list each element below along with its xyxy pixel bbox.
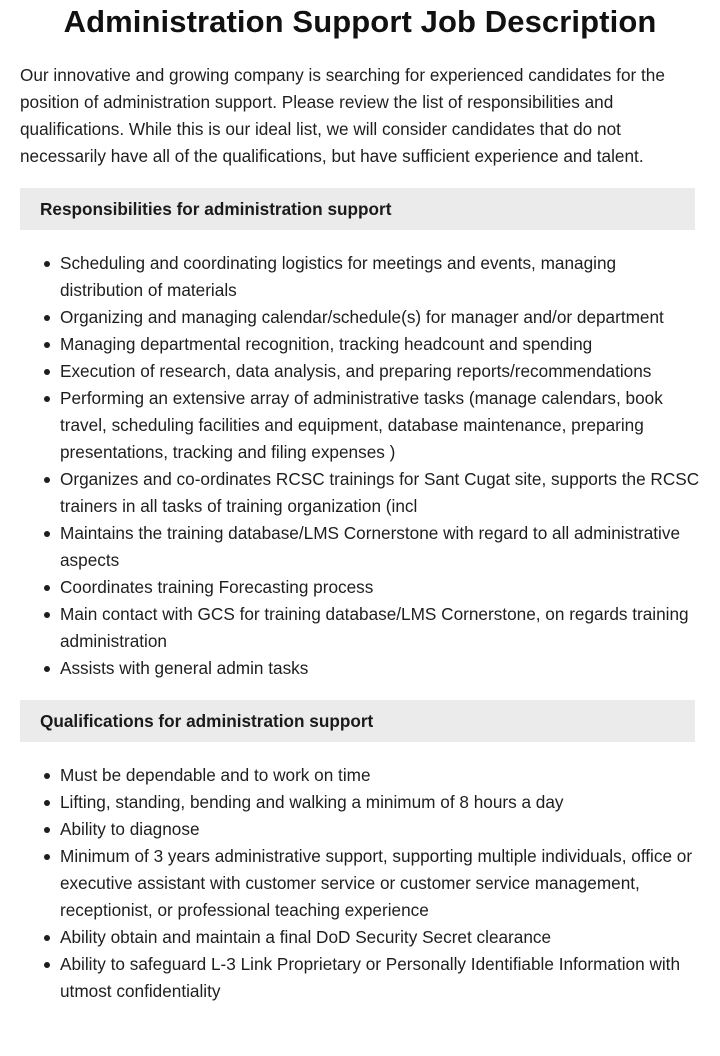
intro-paragraph: Our innovative and growing company is searching for experienced candidates for the position of administration support. Please review the list of responsibilities and qualifications. While this is our ideal list, we will consider candidates that do not necessarily have all of the qualifications, but have sufficient experience and talent. — [20, 65, 665, 166]
page-title: Administration Support Job Description — [63, 4, 657, 39]
list-item-text: Ability to diagnose — [60, 819, 200, 839]
bullet-icon — [44, 477, 50, 483]
list-item — [60, 385, 700, 466]
list-item — [60, 601, 700, 655]
list-item — [60, 574, 700, 601]
list-item-text: Must be dependable and to work on time — [60, 765, 371, 785]
list-item-text: Organizes and co-ordinates RCSC trainings for Sant Cugat site, supports the RCSC trainers in all tasks of training organization (incl — [60, 469, 700, 516]
list-item — [60, 843, 700, 924]
bullet-icon — [44, 396, 50, 402]
bullet-icon — [44, 827, 50, 833]
list-item-text: Assists with general admin tasks — [60, 658, 309, 678]
list-item-text: Organizing and managing calendar/schedule(s) for manager and/or department — [60, 307, 664, 327]
list-item-text: Scheduling and coordinating logistics for meetings and events, managing distribution of materials — [60, 253, 617, 300]
qualifications-list — [0, 762, 720, 1005]
list-item — [60, 520, 700, 574]
list-item — [60, 816, 700, 843]
bullet-icon — [44, 531, 50, 537]
list-item-text: Managing departmental recognition, tracking headcount and spending — [60, 334, 593, 354]
bullet-icon — [44, 315, 50, 321]
list-item — [60, 331, 700, 358]
list-item — [60, 250, 700, 304]
list-item-text: Coordinates training Forecasting process — [60, 577, 374, 597]
list-item-text: Performing an extensive array of administrative tasks (manage calendars, book travel, scheduling facilities and equipment, database maintenance, preparing presentations, tracking and filing expenses ) — [60, 388, 663, 462]
bullet-icon — [44, 342, 50, 348]
bullet-icon — [44, 612, 50, 618]
bullet-icon — [44, 935, 50, 941]
list-item-text: Ability obtain and maintain a final DoD Security Secret clearance — [60, 927, 552, 947]
list-item-text: Main contact with GCS for training database/LMS Cornerstone, on regards training administration — [60, 604, 689, 651]
bullet-icon — [44, 369, 50, 375]
qualifications-heading: Qualifications for administration support — [20, 700, 695, 742]
list-item — [60, 951, 700, 1005]
responsibilities-heading: Responsibilities for administration support — [20, 188, 695, 230]
list-item — [60, 304, 700, 331]
bullet-icon — [44, 854, 50, 860]
list-item-text: Ability to safeguard L-3 Link Proprietary or Personally Identifiable Information with utmost confidentiality — [60, 954, 681, 1001]
bullet-icon — [44, 773, 50, 779]
responsibilities-list — [0, 250, 720, 682]
bullet-icon — [44, 585, 50, 591]
list-item — [60, 358, 700, 385]
list-item-text: Execution of research, data analysis, and preparing reports/recommendations — [60, 361, 652, 381]
list-item-text: Maintains the training database/LMS Cornerstone with regard to all administrative aspects — [60, 523, 681, 570]
bullet-icon — [44, 666, 50, 672]
list-item-text: Lifting, standing, bending and walking a minimum of 8 hours a day — [60, 792, 564, 812]
list-item — [60, 789, 700, 816]
list-item-text: Minimum of 3 years administrative support, supporting multiple individuals, office or executive assistant with customer service or customer service management, receptionist, or professional teaching experience — [60, 846, 693, 920]
list-item — [60, 466, 700, 520]
bullet-icon — [44, 261, 50, 267]
list-item — [60, 655, 700, 682]
bullet-icon — [44, 800, 50, 806]
list-item — [60, 924, 700, 951]
list-item — [60, 762, 700, 789]
bullet-icon — [44, 962, 50, 968]
